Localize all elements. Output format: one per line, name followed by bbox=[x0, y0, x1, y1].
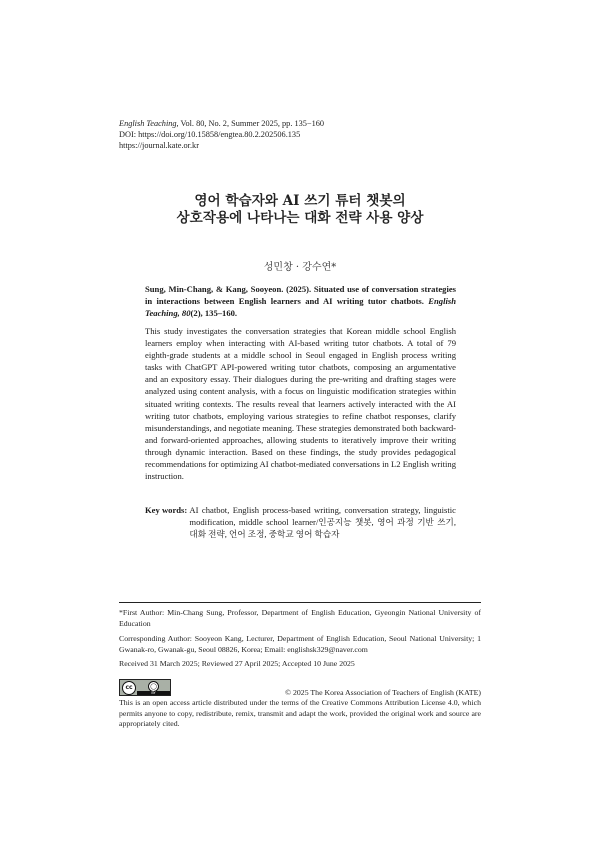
license-header-row bbox=[119, 679, 481, 697]
footnote-divider bbox=[119, 602, 481, 603]
journal-citation-line bbox=[119, 118, 324, 129]
cc-by-badge-icon[interactable] bbox=[119, 679, 171, 696]
citation-journal: English Teaching, 80 bbox=[145, 296, 456, 319]
article-title bbox=[0, 193, 600, 227]
review-dates: Received 31 March 2025; Reviewed 27 April 2025; Accepted 10 June 2025 bbox=[119, 659, 355, 668]
journal-header bbox=[119, 118, 324, 151]
reference-citation bbox=[145, 283, 456, 319]
title-line-2: 상호작용에 나타나는 대화 전략 사용 양상 bbox=[176, 210, 424, 226]
cc-icon: cc bbox=[122, 681, 136, 695]
citation-pages: (2), 135–160. bbox=[190, 308, 238, 319]
first-author-note: *First Author: Min-Chang Sung, Professor, Department of English Education, Gyeongin National University of Education bbox=[119, 608, 481, 628]
author-names: 성민창 · 강수연* bbox=[263, 262, 337, 273]
attribution-person-icon: ◯ bbox=[148, 681, 159, 692]
journal-url[interactable]: https://journal.kate.or.kr bbox=[119, 141, 199, 150]
by-label: BY bbox=[137, 691, 170, 695]
keywords-text: AI chatbot, English process-based writing, conversation strategy, linguistic modification, middle school learner/인공지능 챗봇, 영어 과정 기반 쓰기, 대화 전략, 언어 조정, 중학교 영어 학습자 bbox=[189, 505, 456, 540]
title-line-1: 영어 학습자와 AI 쓰기 튜터 챗봇의 bbox=[194, 193, 406, 209]
journal-volume-info: , Vol. 80, No. 2, Summer 2025, pp. 135−160 bbox=[176, 119, 325, 128]
copyright-notice: © 2025 The Korea Association of Teachers of English (KATE) bbox=[285, 688, 481, 697]
keywords-block: Key words : AI chatbot, English process-based writing, conversation strategy, linguistic modification, middle school learner/인공지능 챗봇, 영어 과정 기반 쓰기, 대화 전략, 언어 조정, 중학교 영어 학습자 bbox=[145, 505, 456, 540]
keywords-label: Key words bbox=[145, 505, 185, 515]
corresponding-author-note: Corresponding Author: Sooyeon Kang, Lecturer, Department of English Education, Seoul National University; 1 Gwanak-ro, Gwanak-gu, Seoul 08826, Korea; Email: englishsk329@naver.com bbox=[119, 634, 481, 654]
abstract-text: This study investigates the conversation strategies that Korean middle school English learners employ when interacting with AI-based writing tutor chatbots. A total of 79 eighth-grade students at a middle school in Seoul engaged in English process writing tasks with ChatGPT API-powered writing tutor chatbots, composing an argumentative and an expository essay. Their dialogues during the pre-writing and drafting stages were analyzed using content analysis, with a focus on linguistic modification strategies within situated writing contexts. The results reveal that learners actively interacted with the AI writing tutor chatbots, employing various strategies to refine chatbot responses, clarify misunderstandings, and negotiate meaning. These strategies demonstrated both backward- and forward-oriented approaches, allowing students to iteratively improve their writing through dynamic interaction. Based on these findings, the study provides pedagogical recommendations for optimizing AI chatbot-mediated conversations in L2 English writing instruction. bbox=[145, 326, 456, 482]
citation-main: Sung, Min-Chang, & Kang, Sooyeon. (2025). Situated use of conversation strategies in interactions between English learners and AI writing tutor chatbots. bbox=[145, 284, 456, 307]
doi-line[interactable]: DOI: https://doi.org/10.15858/engtea.80.2.202506.135 bbox=[119, 130, 301, 139]
license-text: This is an open access article distributed under the terms of the Creative Commons Attribution License 4.0, which permits anyone to copy, redistribute, remix, transmit and adapt the work, provided the original work and source are appropriately cited. bbox=[119, 698, 481, 728]
journal-name: English Teaching bbox=[119, 119, 177, 128]
